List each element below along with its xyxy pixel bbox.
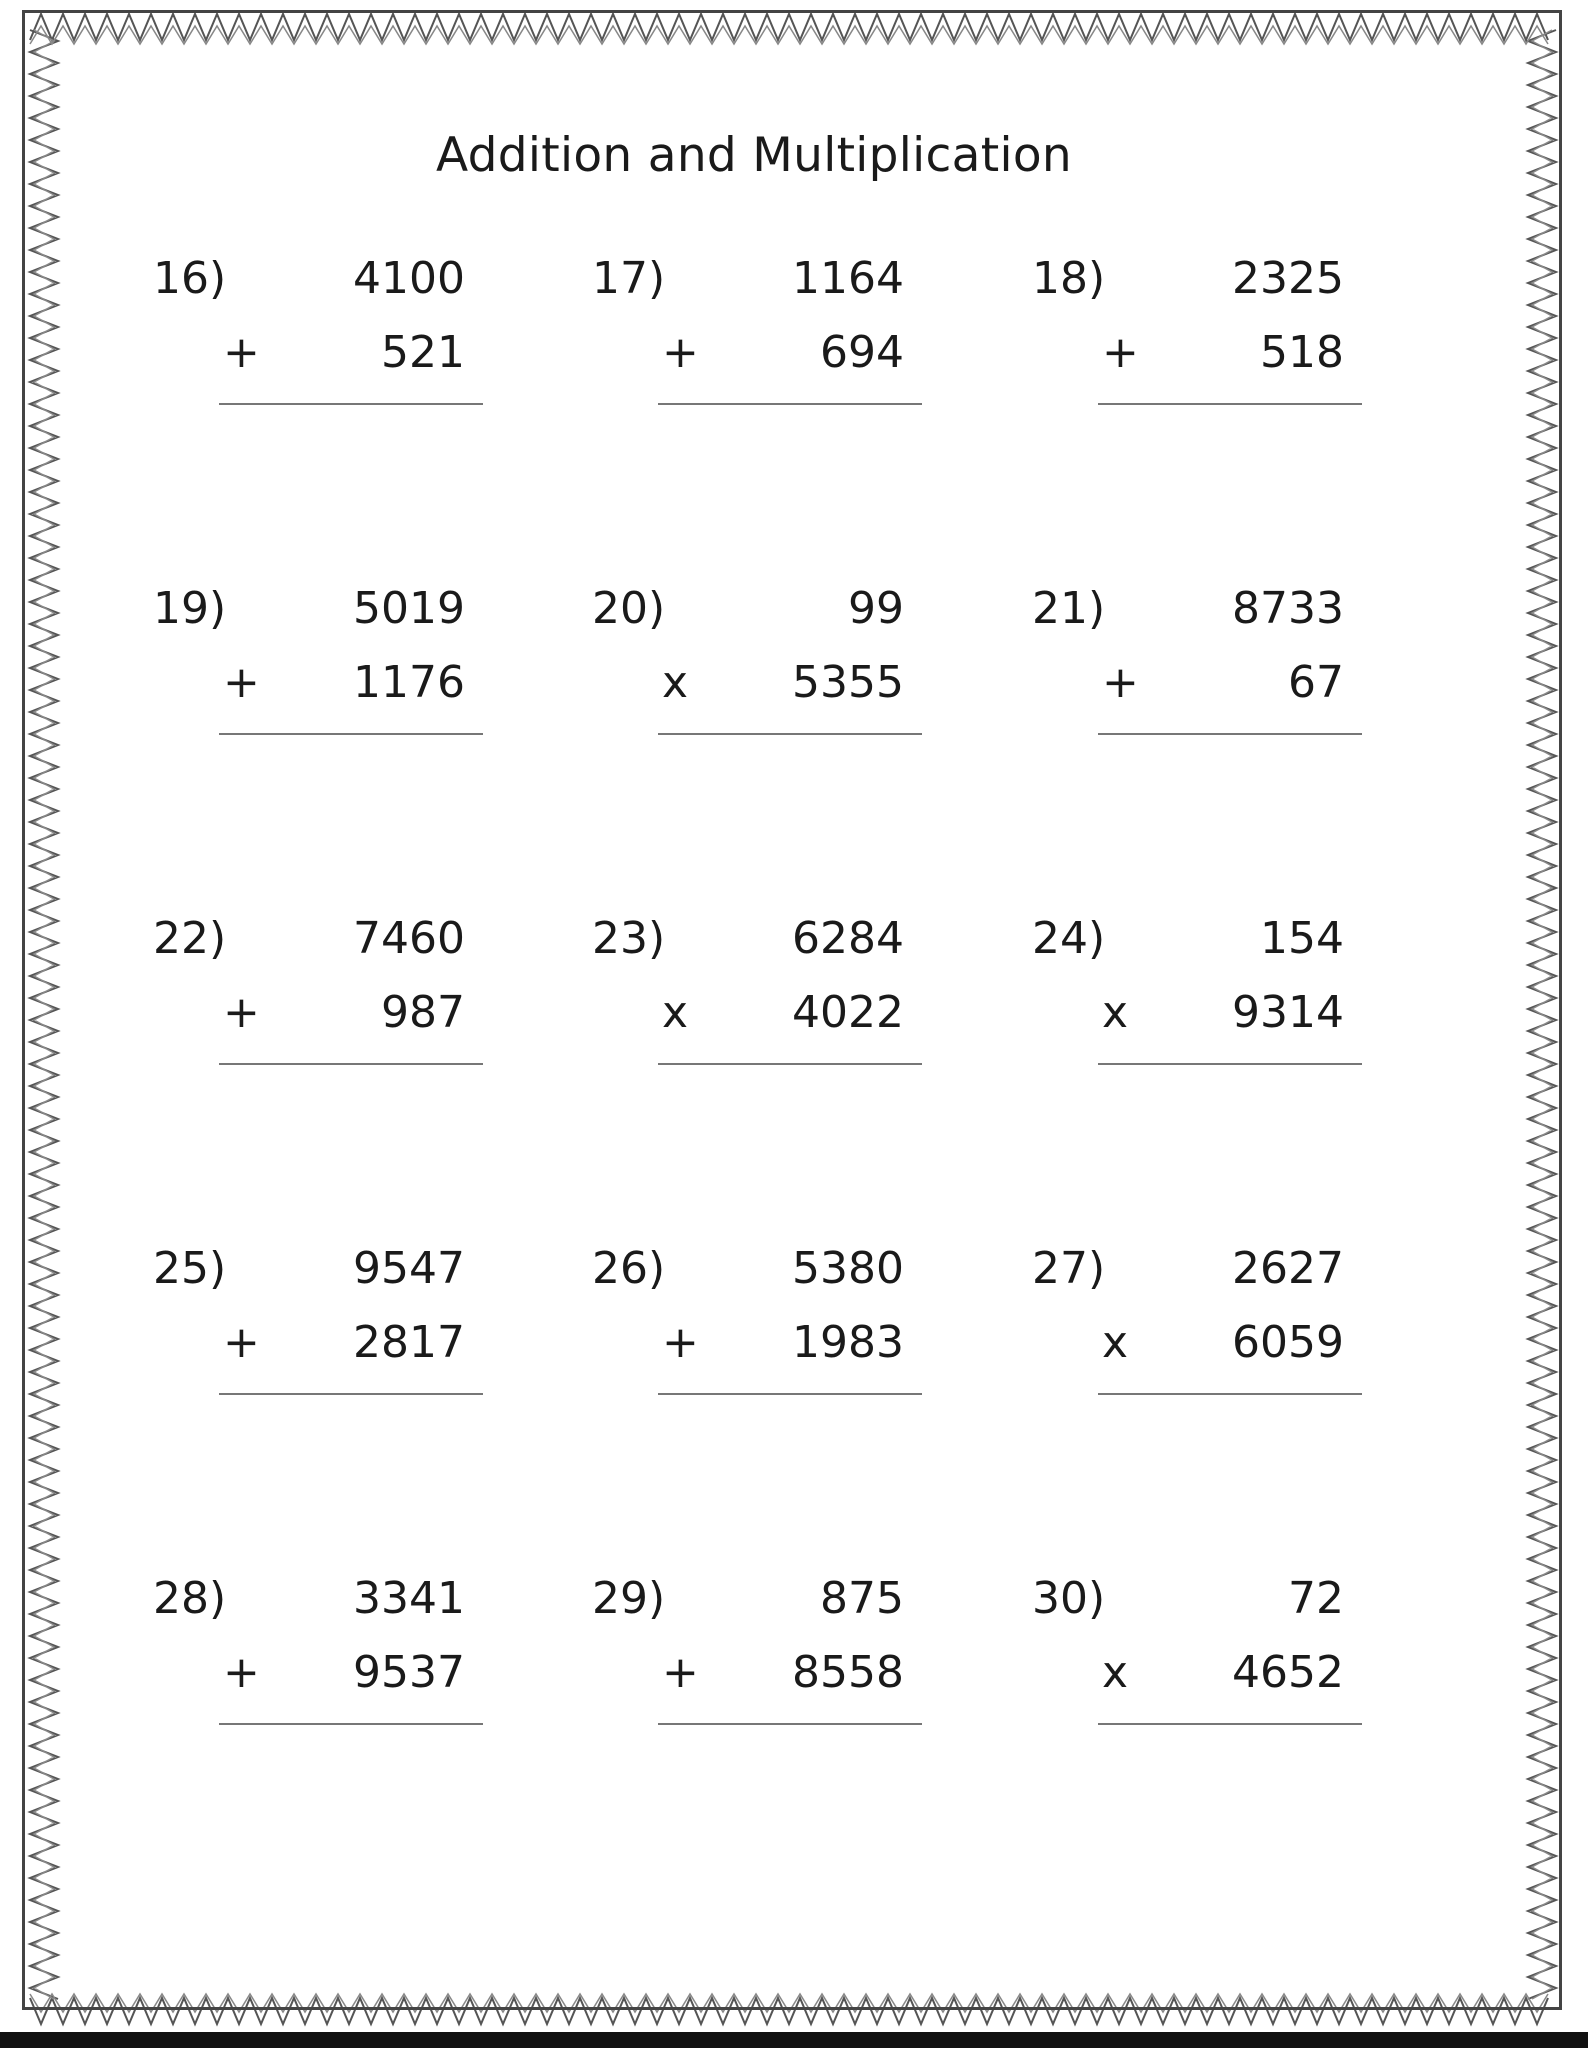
answer-line [658,1393,922,1395]
top-operand: 4100 [353,253,465,304]
answer-line [658,733,922,735]
answer-line [658,1723,922,1725]
bottom-operand: 4022 [792,987,904,1038]
bottom-operand: 9314 [1232,987,1344,1038]
bottom-operand: 6059 [1232,1317,1344,1368]
operator-sign: + [223,657,260,708]
bottom-operand: 987 [381,987,465,1038]
bottom-operand: 521 [381,327,465,378]
math-problem [1032,583,1362,773]
problem-number: 26) [592,1243,666,1294]
bottom-operand: 5355 [792,657,904,708]
top-operand: 9547 [353,1243,465,1294]
bottom-operand: 694 [820,327,904,378]
operator-sign: x [662,657,689,708]
operator-sign: + [662,1317,699,1368]
worksheet-title: Addition and Multiplication [436,128,1072,183]
math-problem [1032,1573,1362,1763]
operator-sign: + [223,987,260,1038]
top-operand: 99 [848,583,904,634]
top-operand: 72 [1288,1573,1344,1624]
answer-line [219,403,483,405]
operator-sign: + [223,327,260,378]
top-operand: 2325 [1232,253,1344,304]
problem-number: 27) [1032,1243,1106,1294]
math-problem [592,913,922,1103]
answer-line [1098,733,1362,735]
math-problem [1032,253,1362,443]
math-problem [153,1573,483,1763]
operator-sign: x [662,987,689,1038]
problem-number: 29) [592,1573,666,1624]
bottom-operand: 1176 [353,657,465,708]
problem-number: 22) [153,913,227,964]
math-problem [153,583,483,773]
answer-line [219,733,483,735]
top-operand: 875 [820,1573,904,1624]
math-problem [153,253,483,443]
problem-number: 30) [1032,1573,1106,1624]
problem-number: 28) [153,1573,227,1624]
operator-sign: + [1102,657,1139,708]
top-operand: 2627 [1232,1243,1344,1294]
math-problem [153,1243,483,1433]
math-problem [592,253,922,443]
operator-sign: x [1102,1647,1129,1698]
bottom-operand: 67 [1288,657,1344,708]
answer-line [219,1393,483,1395]
bottom-operand: 1983 [792,1317,904,1368]
top-operand: 7460 [353,913,465,964]
bottom-operand: 4652 [1232,1647,1344,1698]
problem-number: 17) [592,253,666,304]
math-problem [592,1573,922,1763]
operator-sign: x [1102,987,1129,1038]
math-problem [592,583,922,773]
operator-sign: + [223,1647,260,1698]
math-problem [153,913,483,1103]
operator-sign: + [662,1647,699,1698]
operator-sign: + [1102,327,1139,378]
problem-number: 18) [1032,253,1106,304]
problem-number: 19) [153,583,227,634]
operator-sign: + [223,1317,260,1368]
problem-number: 25) [153,1243,227,1294]
top-operand: 154 [1260,913,1344,964]
answer-line [219,1723,483,1725]
answer-line [658,403,922,405]
top-operand: 8733 [1232,583,1344,634]
top-operand: 5380 [792,1243,904,1294]
answer-line [1098,403,1362,405]
math-problem [1032,1243,1362,1433]
answer-line [1098,1063,1362,1065]
bottom-operand: 518 [1260,327,1344,378]
math-problem [1032,913,1362,1103]
top-operand: 5019 [353,583,465,634]
bottom-operand: 9537 [353,1647,465,1698]
bottom-operand: 2817 [353,1317,465,1368]
answer-line [658,1063,922,1065]
problem-number: 24) [1032,913,1106,964]
answer-line [1098,1723,1362,1725]
answer-line [1098,1393,1362,1395]
operator-sign: x [1102,1317,1129,1368]
operator-sign: + [662,327,699,378]
top-operand: 3341 [353,1573,465,1624]
problem-number: 21) [1032,583,1106,634]
bottom-operand: 8558 [792,1647,904,1698]
answer-line [219,1063,483,1065]
top-operand: 6284 [792,913,904,964]
top-operand: 1164 [792,253,904,304]
problem-number: 16) [153,253,227,304]
math-problem [592,1243,922,1433]
problem-number: 20) [592,583,666,634]
problem-number: 23) [592,913,666,964]
